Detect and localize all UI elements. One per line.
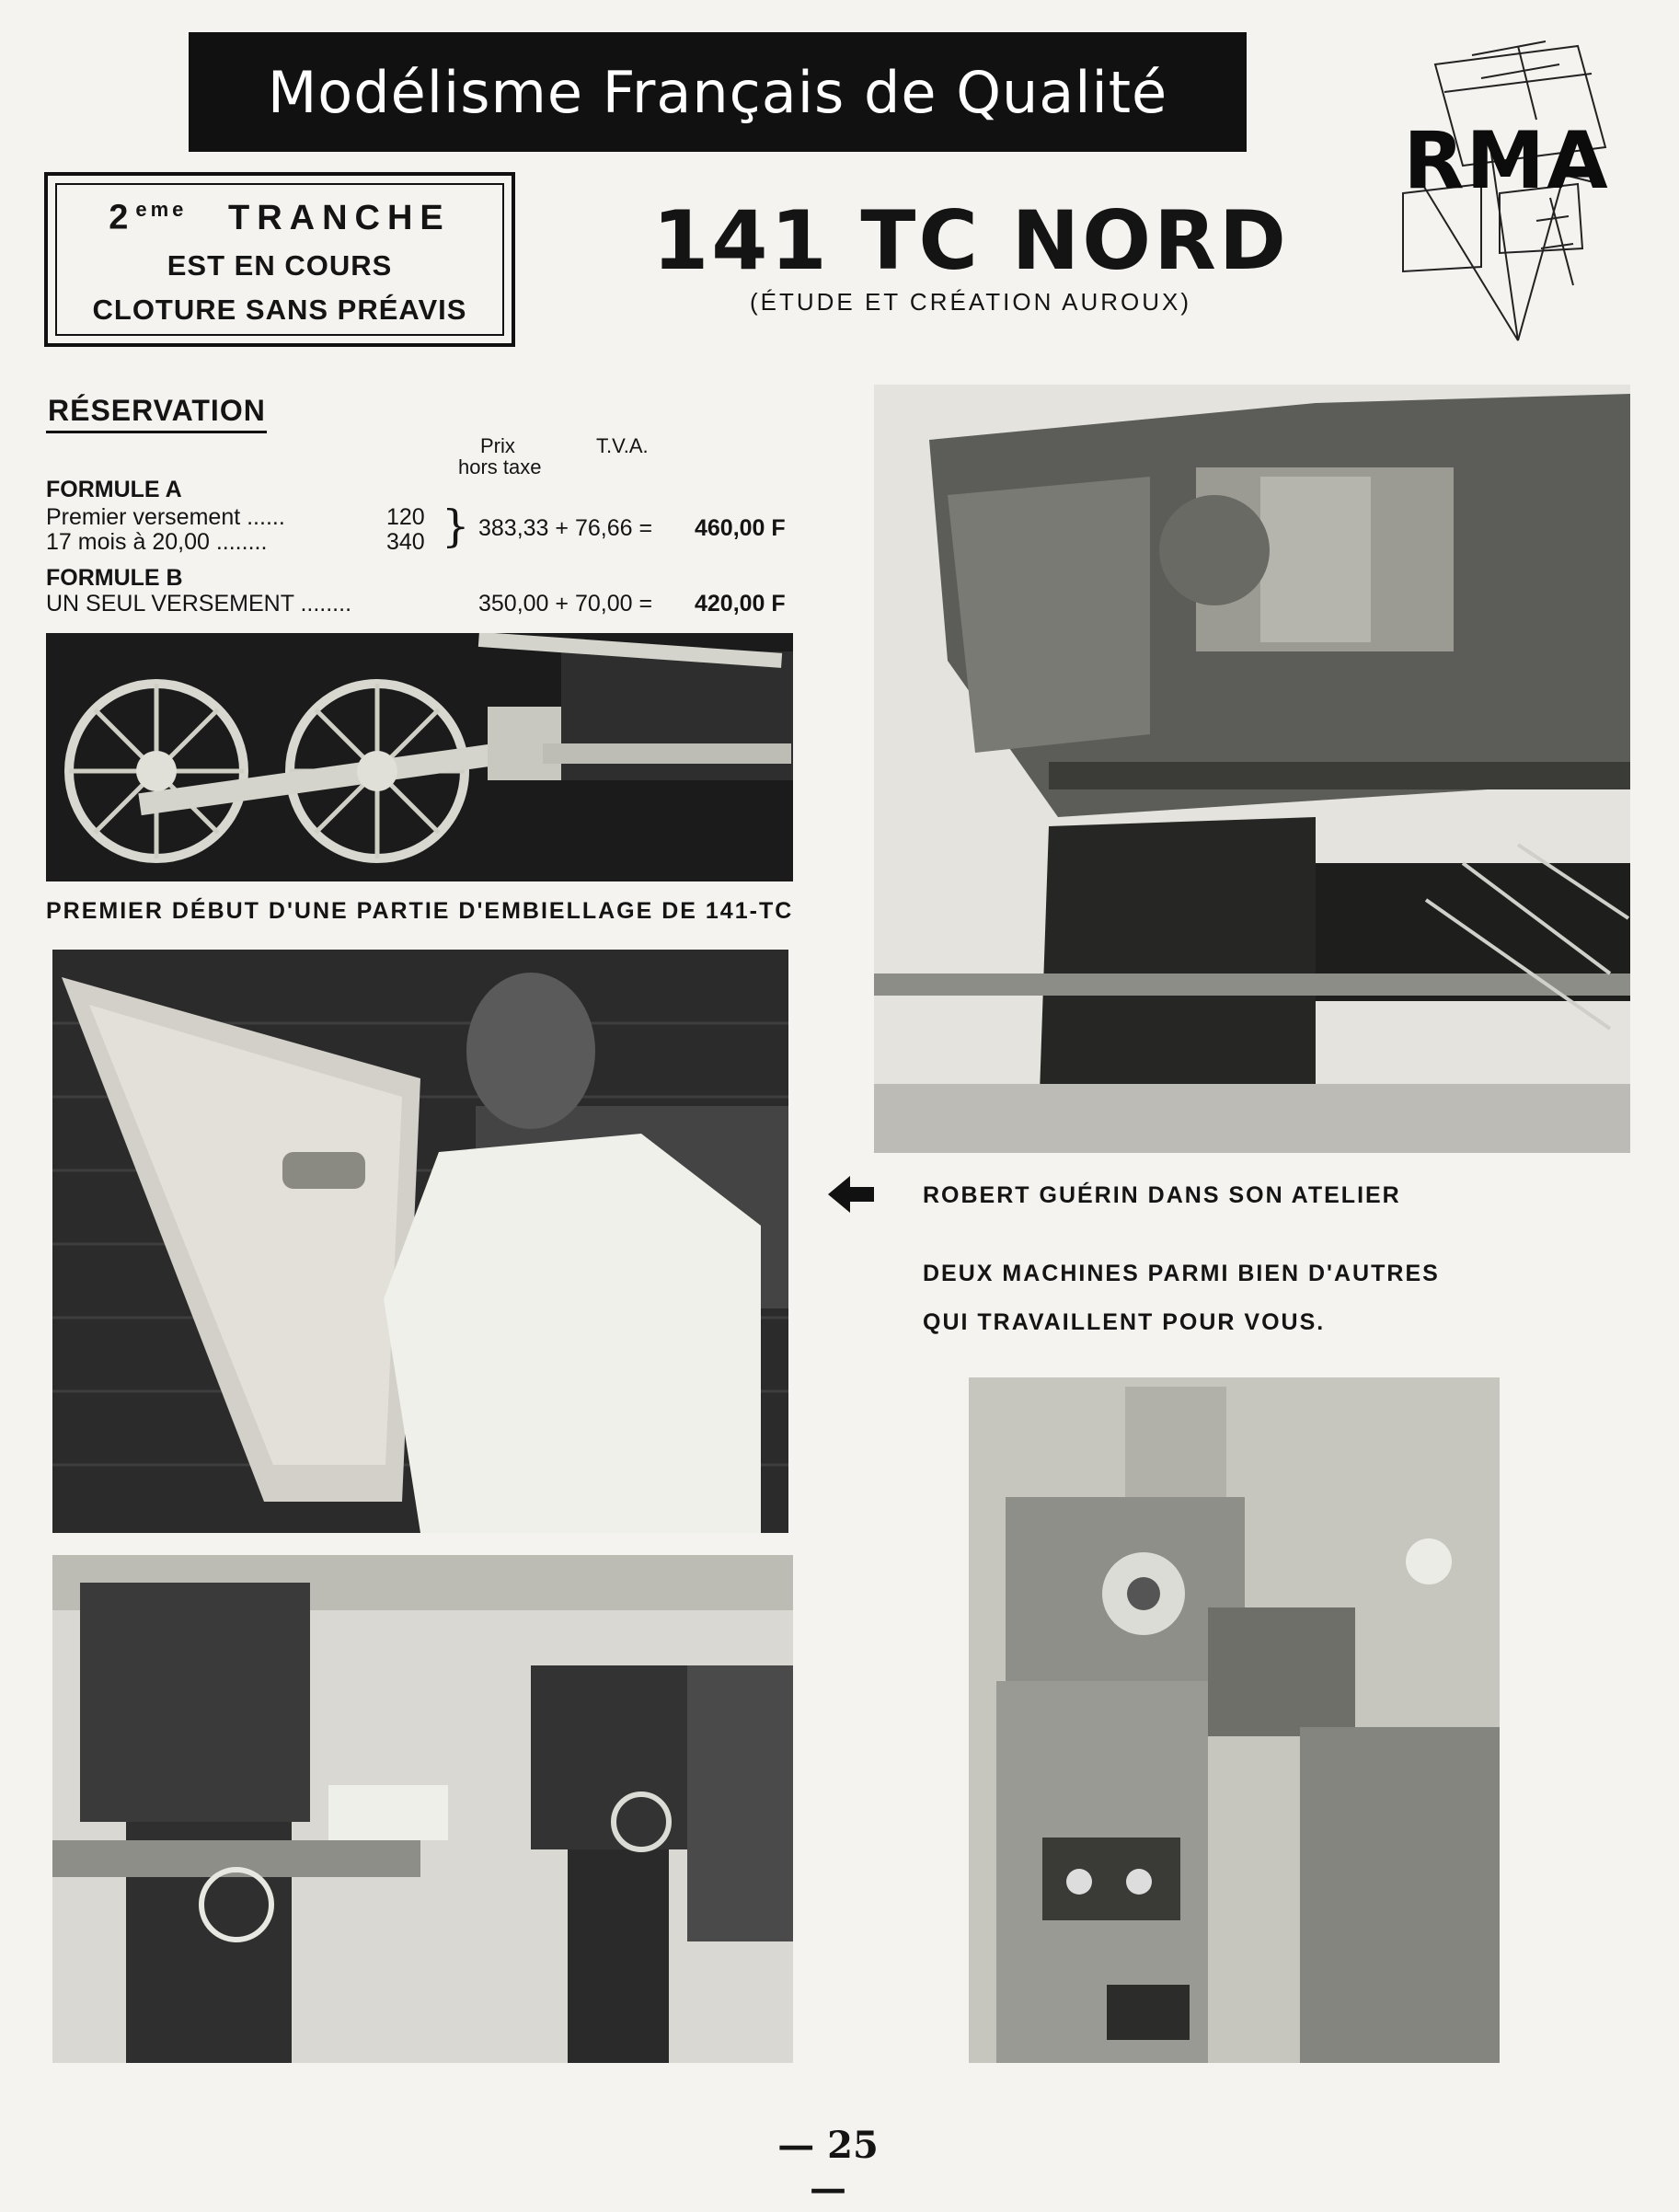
tranche-line-1 <box>57 198 502 238</box>
tranche-inner-frame <box>55 183 504 336</box>
tranche-notice <box>44 172 515 347</box>
tranche-line-3: CLOTURE SANS PRÉAVIS <box>92 293 467 326</box>
tranche-number: 2 <box>109 198 136 237</box>
photo-grinding-machine <box>969 1377 1500 2063</box>
page-subtitle: (ÉTUDE ET CRÉATION AUROUX) <box>749 288 1192 316</box>
formule-a-calc: 383,33 + 76,66 = <box>478 515 653 541</box>
col-price-label-2: hors taxe <box>458 455 542 478</box>
formule-a-row2-amount: 340 <box>386 529 425 555</box>
formule-a-row1-label: Premier versement ...... <box>46 504 285 530</box>
banner-title: Modélisme Français de Qualité <box>267 58 1168 126</box>
formule-a-total: 460,00 F <box>695 515 786 541</box>
formule-b-calc: 350,00 + 70,00 = <box>478 591 653 616</box>
reservation-underline <box>46 431 267 433</box>
formule-a-row2-label: 17 mois à 20,00 ........ <box>46 529 268 555</box>
col-price-label: Prix <box>480 434 515 457</box>
formule-a-row1-amount: 120 <box>386 504 425 530</box>
tranche-superscript: eme <box>135 198 188 221</box>
photo-embiellage <box>46 633 793 881</box>
formule-b-label: FORMULE B <box>46 565 183 591</box>
tranche-word: TRANCHE <box>227 198 451 237</box>
header-banner <box>189 32 1247 152</box>
formule-b-total: 420,00 F <box>695 591 786 616</box>
rma-logo-text: RMA <box>1403 115 1610 207</box>
caption-embiellage: PREMIER DÉBUT D'UNE PARTIE D'EMBIELLAGE DE 141-TC <box>46 898 794 924</box>
page-title: 141 TC NORD <box>652 193 1289 288</box>
page-number: — 25 — <box>777 2124 879 2210</box>
formule-a-brace: } <box>442 501 470 552</box>
col-tva-label: T.V.A. <box>596 434 649 457</box>
caption-machines-line2: QUI TRAVAILLENT POUR VOUS. <box>923 1309 1326 1335</box>
photo-locomotive <box>874 385 1630 1153</box>
photo-robert-guerin <box>52 950 788 1533</box>
left-arrow-icon <box>828 1176 874 1213</box>
formule-a-label: FORMULE A <box>46 477 182 502</box>
photo-milling-machines <box>52 1555 793 2063</box>
caption-machines-line1: DEUX MACHINES PARMI BIEN D'AUTRES <box>923 1261 1440 1286</box>
caption-atelier: ROBERT GUÉRIN DANS SON ATELIER <box>923 1182 1401 1208</box>
tranche-line-2: EST EN COURS <box>167 248 393 282</box>
formule-b-row-label: UN SEUL VERSEMENT ........ <box>46 591 352 616</box>
reservation-heading: RÉSERVATION <box>48 394 266 427</box>
